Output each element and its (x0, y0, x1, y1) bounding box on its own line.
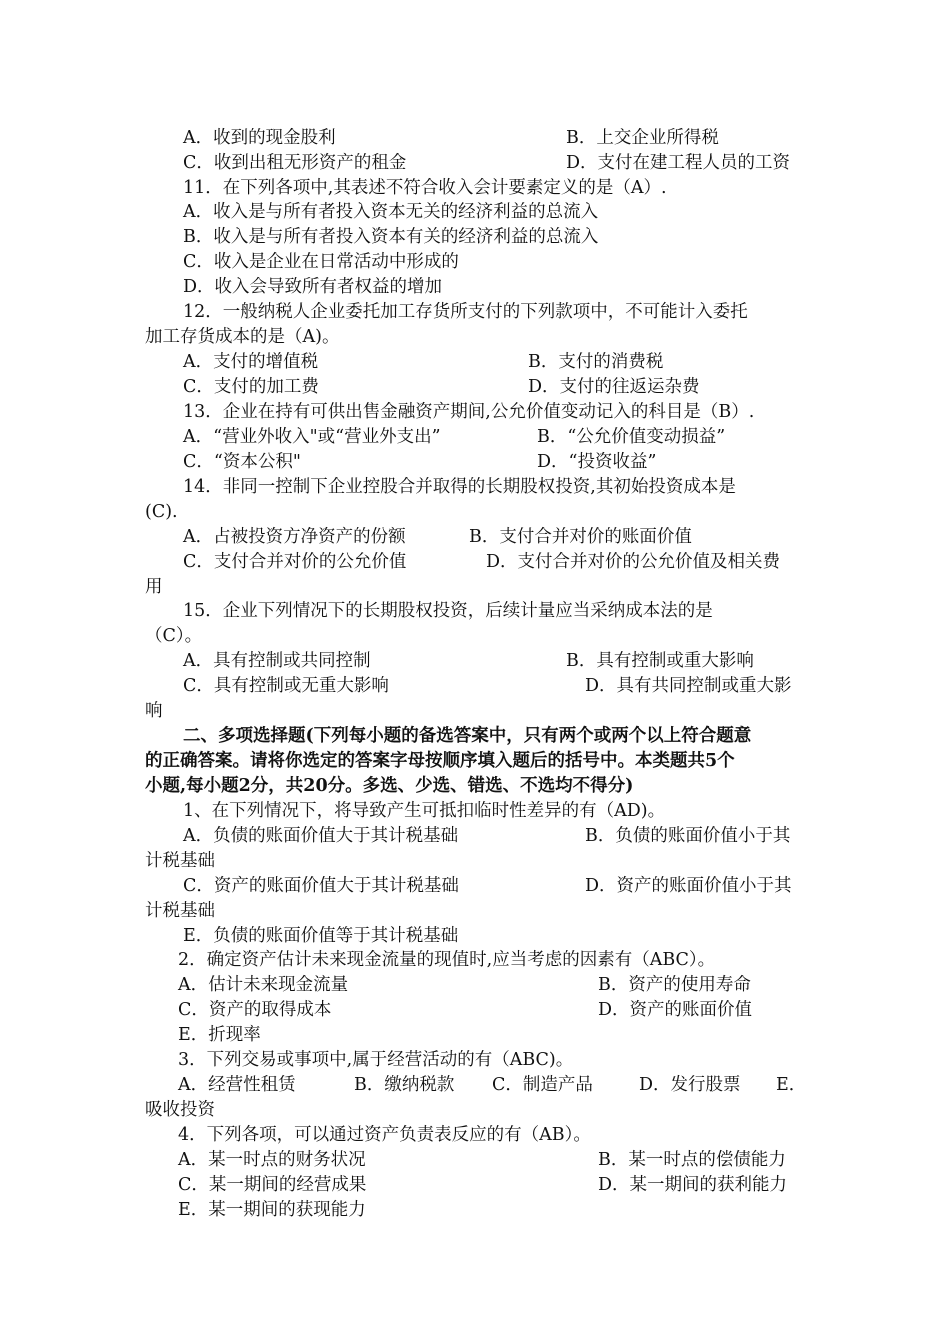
option-text: 吸收投资 (145, 1100, 215, 1120)
option-text: D．资产的账面价值小于其 (585, 876, 792, 896)
option-text: B．“公允价值变动损益” (537, 427, 726, 447)
option-text: B．上交企业所得税 (566, 128, 719, 148)
option-text: A．占被投资方净资产的份额 (183, 527, 406, 547)
option-text: A．负债的账面价值大于其计税基础 (183, 826, 459, 846)
option-text: 响 (145, 701, 163, 721)
option-text: B．资产的使用寿命 (598, 975, 751, 995)
option-text: 用 (145, 577, 163, 597)
option-text: D．资产的账面价值 (598, 1000, 753, 1020)
option-text: A．“营业外收入"或“营业外支出” (183, 427, 441, 447)
option-text: D．发行股票 (639, 1075, 741, 1095)
section-heading: 二、多项选择题(下列每小题的备选答案中，只有两个或两个以上符合题意 (183, 726, 752, 746)
option-text: E．某一期间的获现能力 (178, 1200, 366, 1220)
option-text: D．支付的往返运杂费 (528, 377, 700, 397)
option-text: B．收入是与所有者投入资本有关的经济利益的总流入 (183, 227, 599, 247)
question-text: 15．企业下列情况下的长期股权投资，后续计量应当采纳成本法的是 (183, 601, 713, 621)
option-text: C．支付合并对价的公允价值 (183, 552, 407, 572)
option-text: C．具有控制或无重大影响 (183, 676, 389, 696)
option-text: C．制造产品 (492, 1075, 593, 1095)
option-text: B．具有控制或重大影响 (566, 651, 754, 671)
option-text: B．负债的账面价值小于其 (585, 826, 791, 846)
option-text: C．“资本公积" (183, 452, 301, 472)
option-text: B．某一时点的偿债能力 (598, 1150, 786, 1170)
question-text: 加工存货成本的是（A)。 (145, 327, 340, 347)
option-text: D．某一期间的获利能力 (598, 1175, 788, 1195)
option-text: A．经营性租赁 (178, 1075, 296, 1095)
option-text: A．收入是与所有者投入资本无关的经济利益的总流入 (183, 202, 599, 222)
option-text: A．某一时点的财务状况 (178, 1150, 366, 1170)
option-text: E． (776, 1075, 807, 1095)
option-text: 计税基础 (145, 901, 215, 921)
question-text: 14．非同一控制下企业控股合并取得的长期股权投资,其初始投资成本是 (183, 477, 736, 497)
question-text: 2．确定资产估计未来现金流量的现值时,应当考虑的因素有（ABC）。 (178, 950, 716, 970)
option-text: B．支付的消费税 (528, 352, 664, 372)
option-text: D．支付合并对价的公允价值及相关费 (486, 552, 781, 572)
option-text: D．“投资收益” (537, 452, 657, 472)
section-heading: 小题,每小题2分，共20分。多选、少选、错选、不选均不得分) (145, 776, 634, 796)
question-text: 12．一般纳税人企业委托加工存货所支付的下列款项中，不可能计入委托 (183, 302, 748, 322)
question-text: (C). (145, 502, 178, 522)
question-text: 3．下列交易或事项中,属于经营活动的有（ABC)。 (178, 1050, 574, 1070)
option-text: D．具有共同控制或重大影 (585, 676, 792, 696)
option-text: D．支付在建工程人员的工资 (566, 153, 791, 173)
option-text: A．收到的现金股利 (183, 128, 336, 148)
option-text: C．收入是企业在日常活动中形成的 (183, 252, 459, 272)
option-text: A．支付的增值税 (183, 352, 319, 372)
question-text: 11．在下列各项中,其表述不符合收入会计要素定义的是（A）. (183, 178, 667, 198)
option-text: A．具有控制或共同控制 (183, 651, 371, 671)
option-text: C．资产的账面价值大于其计税基础 (183, 876, 459, 896)
option-text: B．缴纳税款 (354, 1075, 455, 1095)
option-text: E．折现率 (178, 1025, 261, 1045)
option-text: E．负债的账面价值等于其计税基础 (183, 926, 459, 946)
question-text: 13．企业在持有可供出售金融资产期间,公允价值变动记入的科目是（B）. (183, 402, 755, 422)
question-text: 1、在下列情况下，将导致产生可抵扣临时性差异的有（AD)。 (183, 801, 666, 821)
section-heading: 的正确答案。请将你选定的答案字母按顺序填入题后的括号中。本类题共5个 (145, 751, 735, 771)
option-text: C．支付的加工费 (183, 377, 319, 397)
option-text: A．估计未来现金流量 (178, 975, 349, 995)
question-text: 4．下列各项，可以通过资产负责表反应的有（AB）。 (178, 1125, 591, 1145)
question-text: （C）。 (145, 626, 203, 646)
option-text: C．某一期间的经营成果 (178, 1175, 367, 1195)
option-text: 计税基础 (145, 851, 215, 871)
option-text: C．资产的取得成本 (178, 1000, 332, 1020)
option-text: B．支付合并对价的账面价值 (469, 527, 692, 547)
option-text: C．收到出租无形资产的租金 (183, 153, 407, 173)
option-text: D．收入会导致所有者权益的增加 (183, 277, 443, 297)
